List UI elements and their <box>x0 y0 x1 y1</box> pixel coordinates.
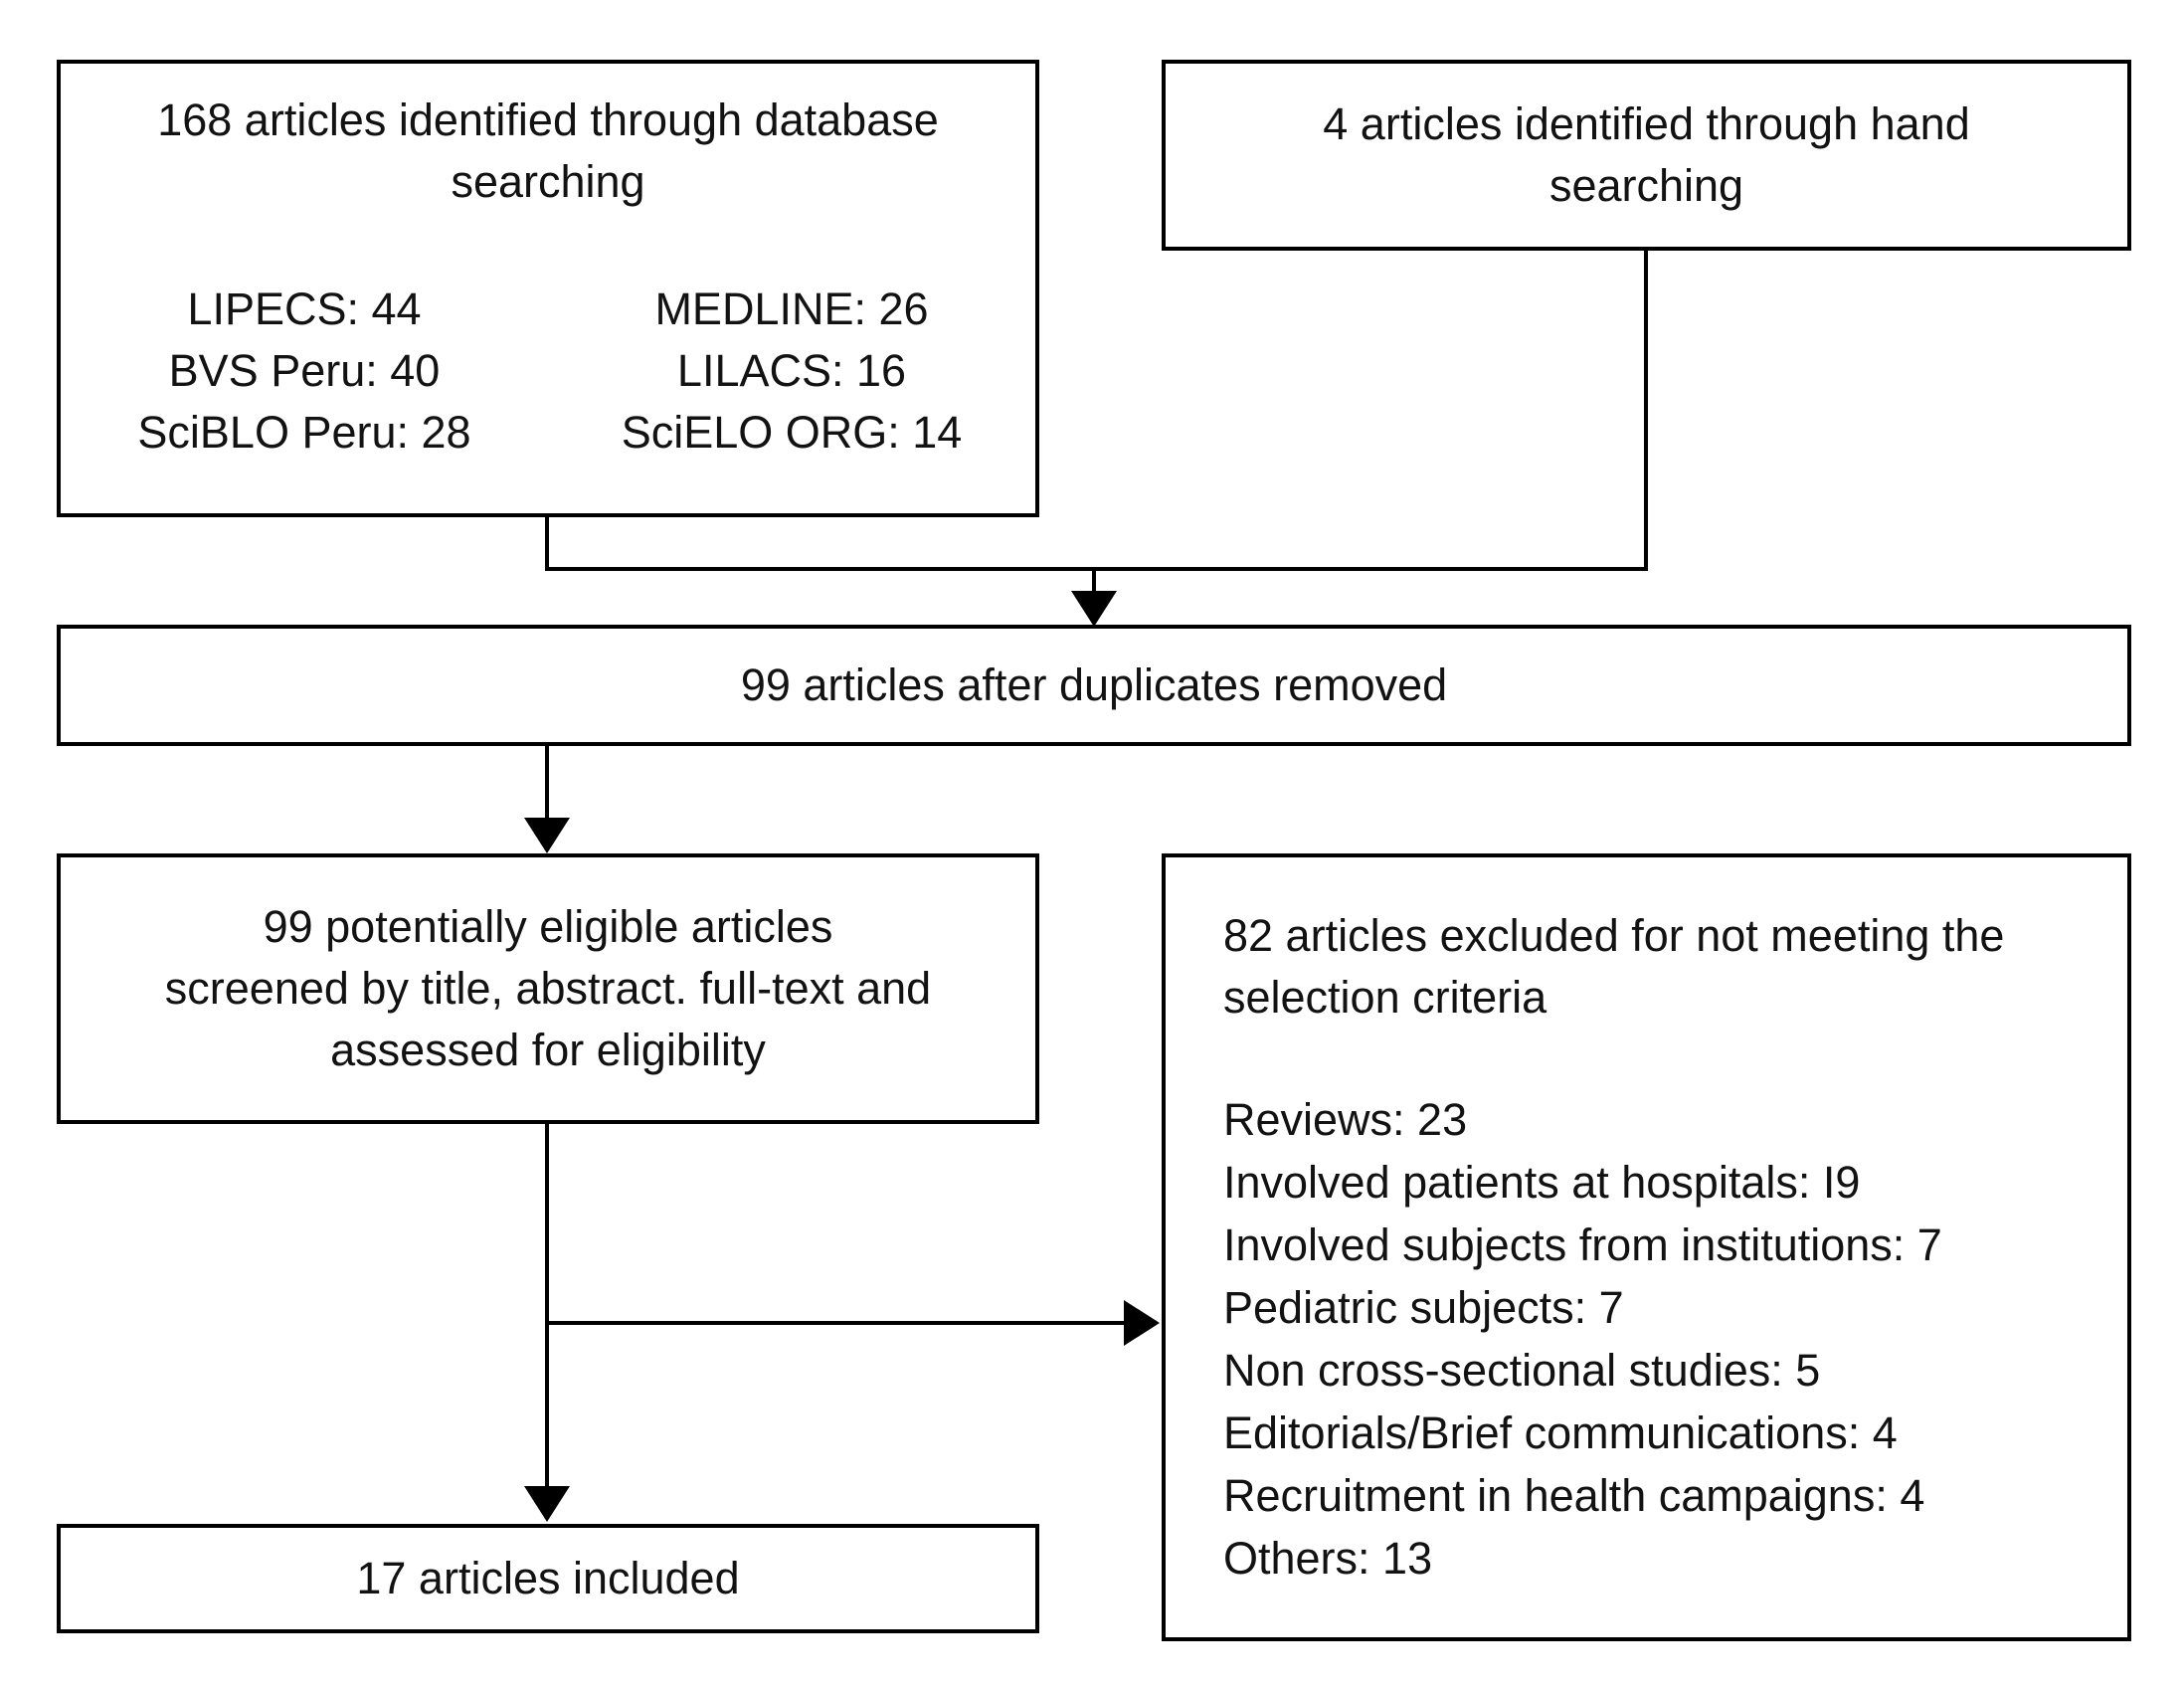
excluded-reason-hospital-patients: Involved patients at hospitals: I9 <box>1223 1157 1861 1209</box>
duplicates-removed-title: 99 articles after duplicates removed <box>740 658 1448 710</box>
connector-duplicates-to-screened <box>545 746 549 822</box>
database-sources-col1 <box>61 279 548 464</box>
source-scielo-org: SciELO ORG: 14 <box>621 407 963 459</box>
excluded-reason-others: Others: 13 <box>1223 1533 1433 1585</box>
duplicates-removed-box <box>57 625 2131 746</box>
excluded-reason-institution-subjects: Involved subjects from institutions: 7 <box>1223 1219 1942 1271</box>
hand-search-title-line2: searching <box>1548 160 1744 211</box>
excluded-box-content <box>1166 857 2127 1590</box>
source-lipecs: LIPECS: 44 <box>187 283 422 335</box>
arrowhead-duplicates-icon <box>1071 591 1117 627</box>
screened-title-line2: screened by title, abstract. full-text and <box>164 962 932 1014</box>
excluded-title-line1: 82 articles excluded for not meeting the <box>1223 910 2005 961</box>
database-sources-columns <box>61 279 1035 464</box>
source-bvs-peru: BVS Peru: 40 <box>168 345 441 397</box>
excluded-reason-non-cross-sectional: Non cross-sectional studies: 5 <box>1223 1345 1821 1397</box>
screened-box <box>57 853 1039 1124</box>
connector-database-down <box>545 517 549 571</box>
connector-branch-to-excluded <box>545 1321 1126 1325</box>
database-search-title-line2: searching <box>451 156 645 208</box>
source-lilacs: LILACS: 16 <box>676 345 907 397</box>
database-search-title-line1: 168 articles identified through database <box>157 94 939 145</box>
excluded-title-line2: selection criteria <box>1223 972 1547 1024</box>
database-search-box <box>57 60 1039 517</box>
excluded-reason-reviews: Reviews: 23 <box>1223 1094 1468 1146</box>
connector-screened-to-included <box>545 1124 549 1490</box>
excluded-reason-editorials: Editorials/Brief communications: 4 <box>1223 1407 1898 1459</box>
source-sciblo-peru: SciBLO Peru: 28 <box>137 407 471 459</box>
screened-title-line3: assessed for eligibility <box>330 1025 766 1076</box>
hand-search-title-line1: 4 articles identified through hand <box>1323 97 1970 149</box>
arrowhead-screened-icon <box>524 818 570 853</box>
excluded-reason-pediatric: Pediatric subjects: 7 <box>1223 1282 1624 1334</box>
excluded-reasons-list <box>1223 1088 2088 1590</box>
excluded-title <box>1223 905 2088 1029</box>
hand-search-box <box>1162 60 2131 251</box>
connector-merge-horizontal <box>545 567 1648 571</box>
source-medline: MEDLINE: 26 <box>654 283 929 335</box>
excluded-reason-recruitment-campaigns: Recruitment in health campaigns: 4 <box>1223 1470 1925 1522</box>
excluded-box <box>1162 853 2131 1641</box>
database-search-box-content <box>61 64 1035 464</box>
included-title: 17 articles included <box>356 1552 740 1603</box>
connector-hand-down <box>1644 251 1648 571</box>
screened-title-line1: 99 potentially eligible articles <box>263 900 833 952</box>
arrowhead-included-icon <box>524 1486 570 1522</box>
database-sources-col2 <box>548 279 1035 464</box>
included-box <box>57 1524 1039 1633</box>
arrowhead-excluded-icon <box>1124 1300 1160 1346</box>
